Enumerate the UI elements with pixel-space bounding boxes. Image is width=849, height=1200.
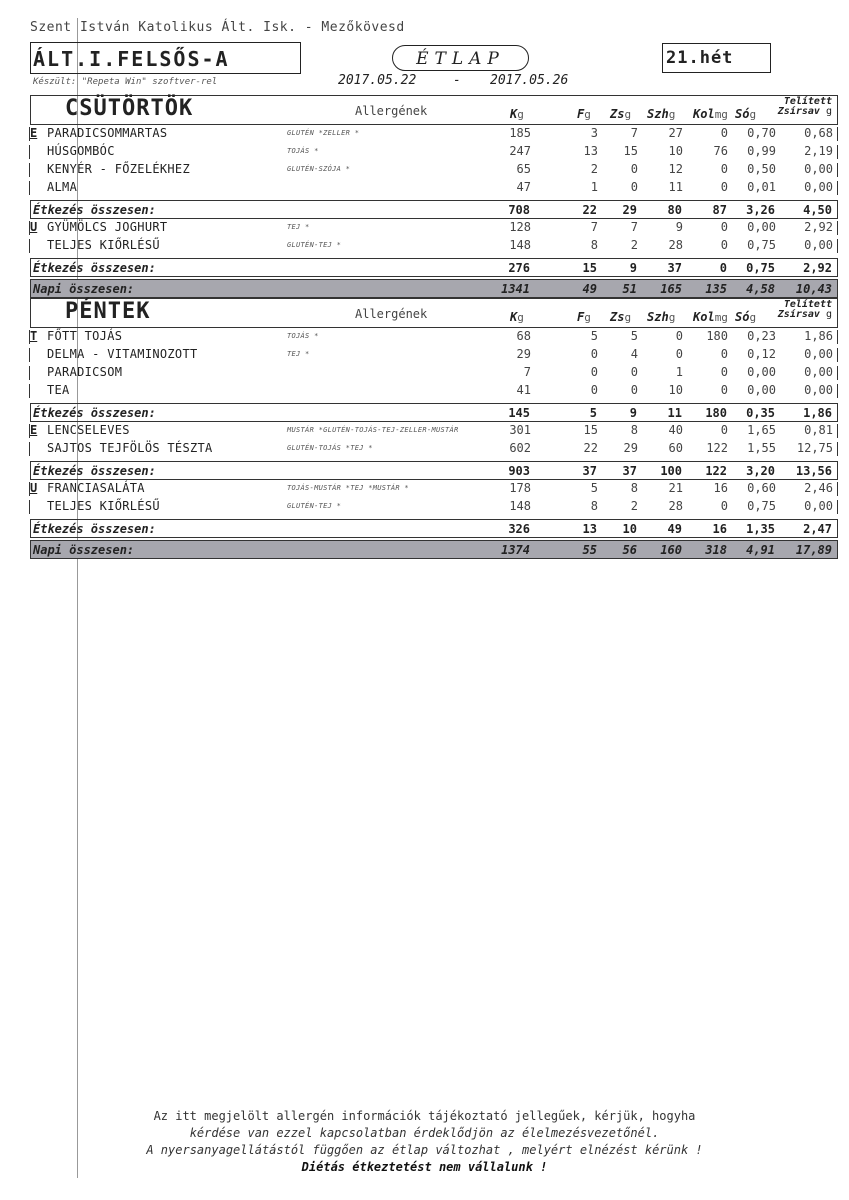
dish-kol: 0 (720, 162, 728, 176)
dish-allergens: TOJÁS * (287, 332, 319, 340)
dish-name: LENCSELEVES (47, 423, 130, 437)
menu-item-row (30, 219, 838, 237)
row-bracket (837, 482, 838, 496)
dish-kol: 16 (713, 481, 728, 495)
column-label: Telített (783, 96, 832, 107)
daily-total-k: 1341 (501, 282, 530, 296)
dish-kol: 0 (720, 220, 728, 234)
meal-total-kol: 0 (719, 261, 727, 275)
daily-total-kol: 135 (705, 282, 727, 296)
row-bracket (837, 442, 838, 456)
menu-item-row (30, 143, 838, 161)
meal-total-row (30, 200, 838, 219)
dish-so: 0,60 (747, 481, 776, 495)
meal-total-szh: 80 (667, 203, 682, 217)
day-header (30, 298, 838, 328)
dish-kol: 76 (713, 144, 728, 158)
dish-allergens: TEJ * (287, 350, 310, 358)
meal-total-k: 903 (508, 464, 530, 478)
dish-zs: 5 (630, 329, 638, 343)
dish-name: FŐTT TOJÁS (47, 329, 123, 343)
meal-total-label: Étkezés összesen: (33, 406, 156, 420)
daily-total-so: 4,91 (746, 543, 775, 557)
dish-szh: 60 (668, 441, 683, 455)
meal-total-tz: 1,86 (803, 406, 832, 420)
dish-k: 47 (516, 180, 531, 194)
column-label: Zs (610, 310, 625, 324)
dish-name: TELJES KIŐRLÉSŰ (47, 238, 160, 252)
meal-code: E (30, 126, 38, 140)
meal-total-f: 13 (582, 522, 597, 536)
date-from: 2017.05.22 (338, 73, 417, 88)
meal-total-k: 145 (508, 406, 530, 420)
dish-so: 0,12 (747, 347, 776, 361)
column-unit: g (624, 311, 632, 324)
meal-total-label: Étkezés összesen: (33, 261, 156, 275)
dish-tz: 0,00 (804, 499, 833, 513)
row-bracket (29, 163, 30, 177)
dish-k: 29 (516, 347, 531, 361)
row-bracket (29, 442, 30, 456)
menu-item-row (30, 364, 838, 382)
week-box: 21.hét (662, 43, 771, 73)
dish-kol: 0 (720, 499, 728, 513)
dish-zs: 29 (623, 441, 638, 455)
dish-allergens: MUSTÁR *GLUTÉN-TOJÁS-TEJ-ZELLER-MUSTÁR (287, 426, 459, 434)
dish-szh: 28 (668, 499, 683, 513)
menu-item-row (30, 328, 838, 346)
dish-zs: 8 (630, 481, 638, 495)
meal-total-tz: 13,56 (795, 464, 832, 478)
meal-total-row (30, 403, 838, 422)
dish-so: 0,23 (747, 329, 776, 343)
column-unit: g (668, 311, 676, 324)
dish-so: 0,01 (747, 180, 776, 194)
meal-total-zs: 29 (622, 203, 637, 217)
dish-so: 0,75 (747, 238, 776, 252)
column-header-carb (647, 310, 675, 324)
column-header-chol (693, 107, 728, 121)
row-bracket (29, 500, 30, 514)
daily-total-label: Napi összesen: (33, 282, 135, 296)
meal-total-kol: 16 (712, 522, 727, 536)
meal-total-k: 276 (508, 261, 530, 275)
dish-k: 185 (509, 126, 531, 140)
dish-zs: 2 (630, 238, 638, 252)
daily-total-f: 55 (582, 543, 597, 557)
footer-line-1: Az itt megjelölt allergén információk tájékoztató jellegűek, kérjük, hogyha (153, 1109, 696, 1123)
dish-f: 0 (590, 347, 598, 361)
menu-item-row (30, 382, 838, 400)
class-name-box: ÁLT.I.FELSŐS-A (30, 42, 301, 74)
dish-k: 247 (509, 144, 531, 158)
date-separator: - (453, 73, 461, 88)
meal-total-so: 0,35 (746, 406, 775, 420)
meal-total-row (30, 519, 838, 538)
dish-tz: 0,00 (804, 383, 833, 397)
dish-k: 7 (523, 365, 531, 379)
dish-f: 5 (590, 481, 598, 495)
dish-k: 602 (509, 441, 531, 455)
meal-total-tz: 2,47 (803, 522, 832, 536)
meal-total-so: 3,26 (746, 203, 775, 217)
day-header (30, 95, 838, 125)
dish-so: 0,70 (747, 126, 776, 140)
meal-total-kol: 180 (705, 406, 727, 420)
column-header-energy (510, 107, 524, 121)
dish-szh: 40 (668, 423, 683, 437)
column-label: F (577, 107, 585, 121)
dish-szh: 9 (675, 220, 683, 234)
dish-kol: 122 (706, 441, 728, 455)
daily-total-k: 1374 (501, 543, 530, 557)
row-bracket (837, 181, 838, 195)
dish-tz: 0,00 (804, 180, 833, 194)
row-bracket (29, 366, 30, 380)
dish-name: PARADICSOMMARTAS (47, 126, 168, 140)
dish-szh: 12 (668, 162, 683, 176)
dish-so: 0,00 (747, 220, 776, 234)
meal-total-k: 326 (508, 522, 530, 536)
meal-total-f: 37 (582, 464, 597, 478)
dish-tz: 12,75 (796, 441, 833, 455)
menu-item-row (30, 125, 838, 143)
row-bracket (837, 348, 838, 362)
meal-total-szh: 100 (660, 464, 682, 478)
meal-total-szh: 11 (667, 406, 682, 420)
column-header-carb (647, 107, 675, 121)
dish-allergens: TEJ * (287, 223, 310, 231)
dish-kol: 0 (720, 423, 728, 437)
column-label: Zs (610, 107, 625, 121)
daily-total-szh: 165 (660, 282, 682, 296)
dish-szh: 10 (668, 144, 683, 158)
daily-total-row (30, 279, 838, 298)
dish-allergens: GLUTÉN-TEJ * (287, 241, 342, 249)
day-name: PÉNTEK (65, 299, 151, 324)
dish-name: TELJES KIŐRLÉSŰ (47, 499, 160, 513)
dish-szh: 10 (668, 383, 683, 397)
daily-total-tz: 10,43 (795, 282, 832, 296)
daily-total-label: Napi összesen: (33, 543, 135, 557)
meal-total-kol: 122 (705, 464, 727, 478)
footer-line-2: kérdése van ezzel kapcsolatban érdeklődjön az élelmezésvezetőnél. (189, 1126, 660, 1140)
row-bracket (29, 348, 30, 362)
column-header-fat (610, 310, 631, 324)
row-bracket (837, 163, 838, 177)
dish-szh: 27 (668, 126, 683, 140)
dish-kol: 0 (720, 365, 728, 379)
row-bracket (837, 384, 838, 398)
dish-so: 0,75 (747, 499, 776, 513)
dish-f: 7 (590, 220, 598, 234)
column-unit: g (749, 311, 757, 324)
dish-f: 15 (583, 423, 598, 437)
column-label: F (577, 310, 585, 324)
column-label: Szh (647, 107, 669, 121)
dish-szh: 21 (668, 481, 683, 495)
dish-name: DELMA - VITAMINOZOTT (47, 347, 198, 361)
column-unit: mg (714, 311, 728, 324)
row-bracket (837, 127, 838, 141)
dish-zs: 0 (630, 162, 638, 176)
dish-allergens: GLUTÉN-SZÓJA * (287, 165, 351, 173)
menu-item-row (30, 498, 838, 516)
meal-code: T (30, 329, 38, 343)
daily-total-szh: 160 (660, 543, 682, 557)
dish-zs: 15 (623, 144, 638, 158)
column-label: Só (735, 107, 750, 121)
dish-zs: 0 (630, 180, 638, 194)
dish-name: HÚSGOMBÓC (47, 144, 115, 158)
meal-total-row (30, 461, 838, 480)
meal-total-szh: 37 (667, 261, 682, 275)
dish-name: SAJTOS TEJFÖLÖS TÉSZTA (47, 441, 213, 455)
meal-total-label: Étkezés összesen: (33, 203, 156, 217)
dish-szh: 0 (675, 347, 683, 361)
software-note: Készült: "Repeta Win" szoftver-rel (33, 77, 218, 87)
meal-total-tz: 4,50 (803, 203, 832, 217)
menu-item-row (30, 440, 838, 458)
dish-zs: 8 (630, 423, 638, 437)
daily-total-kol: 318 (705, 543, 727, 557)
column-unit: g (517, 311, 524, 324)
meal-total-row (30, 258, 838, 277)
dish-allergens: TOJÁS-MUSTÁR *TEJ *MUSTÁR * (287, 484, 409, 492)
row-bracket (29, 145, 30, 159)
column-header-chol (693, 310, 728, 324)
column-unit: g (668, 108, 676, 121)
meal-total-k: 708 (508, 203, 530, 217)
column-label: K (510, 107, 518, 121)
dish-name: GYÜMÖLCS JOGHURT (47, 220, 168, 234)
dish-kol: 0 (720, 126, 728, 140)
dish-zs: 0 (630, 365, 638, 379)
dish-name: KENYÉR - FŐZELÉKHEZ (47, 162, 190, 176)
dish-so: 1,65 (747, 423, 776, 437)
row-bracket (837, 500, 838, 514)
column-label-text: Zsírsav (777, 106, 820, 117)
dish-tz: 0,00 (804, 162, 833, 176)
school-name: Szent István Katolikus Ált. Isk. - Mezőkövesd (30, 20, 405, 35)
column-header-salt (735, 107, 756, 121)
row-bracket (837, 145, 838, 159)
dish-f: 2 (590, 162, 598, 176)
menu-item-row (30, 480, 838, 498)
dish-szh: 11 (668, 180, 683, 194)
menu-item-row (30, 422, 838, 440)
column-label: Só (735, 310, 750, 324)
meal-total-szh: 49 (667, 522, 682, 536)
column-unit: mg (714, 108, 728, 121)
meal-total-zs: 9 (629, 406, 637, 420)
dish-name: ALMA (47, 180, 78, 194)
dish-k: 65 (516, 162, 531, 176)
dish-f: 3 (590, 126, 598, 140)
dish-k: 128 (509, 220, 531, 234)
dish-so: 0,00 (747, 383, 776, 397)
meal-code: U (30, 481, 38, 495)
dish-k: 178 (509, 481, 531, 495)
column-header-protein (577, 310, 591, 324)
footer-notice (0, 1108, 849, 1176)
dish-szh: 1 (675, 365, 683, 379)
column-label (778, 107, 832, 117)
meal-total-label: Étkezés összesen: (33, 464, 156, 478)
column-label (778, 310, 832, 320)
dish-f: 8 (590, 238, 598, 252)
meal-total-so: 0,75 (746, 261, 775, 275)
column-header-fat (610, 107, 631, 121)
dish-kol: 0 (720, 238, 728, 252)
dish-zs: 2 (630, 499, 638, 513)
dish-kol: 0 (720, 180, 728, 194)
dish-zs: 4 (630, 347, 638, 361)
dish-szh: 0 (675, 329, 683, 343)
dish-so: 0,99 (747, 144, 776, 158)
meal-total-tz: 2,92 (803, 261, 832, 275)
column-unit: g (624, 108, 632, 121)
daily-total-tz: 17,89 (795, 543, 832, 557)
meal-total-zs: 9 (629, 261, 637, 275)
row-bracket (29, 181, 30, 195)
dish-so: 0,00 (747, 365, 776, 379)
meal-total-so: 3,20 (746, 464, 775, 478)
column-label: Telített (783, 299, 832, 310)
dish-k: 68 (516, 329, 531, 343)
row-bracket (837, 424, 838, 438)
dish-f: 0 (590, 365, 598, 379)
column-header-satfat (778, 97, 832, 117)
dish-tz: 0,68 (804, 126, 833, 140)
column-header-satfat (778, 300, 832, 320)
dish-kol: 180 (706, 329, 728, 343)
column-header-salt (735, 310, 756, 324)
column-unit: g (584, 311, 591, 324)
dish-allergens: GLUTÉN-TOJÁS *TEJ * (287, 444, 373, 452)
dish-name: FRANCIASALÁTA (47, 481, 145, 495)
meal-total-f: 5 (589, 406, 597, 420)
dish-f: 1 (590, 180, 598, 194)
row-bracket (837, 330, 838, 344)
dish-name: TEA (47, 383, 70, 397)
column-unit: g (825, 309, 832, 320)
dish-allergens: GLUTÉN-TEJ * (287, 502, 342, 510)
daily-total-so: 4,58 (746, 282, 775, 296)
meal-total-zs: 10 (622, 522, 637, 536)
dish-tz: 1,86 (804, 329, 833, 343)
meal-code: U (30, 220, 38, 234)
dish-f: 22 (583, 441, 598, 455)
day-name: CSÜTÖRTÖK (65, 96, 194, 121)
column-header-energy (510, 310, 524, 324)
footer-line-3: A nyersanyagellátástól függően az étlap változhat , melyért elnézést kérünk ! (146, 1143, 703, 1157)
dish-f: 8 (590, 499, 598, 513)
dish-zs: 0 (630, 383, 638, 397)
dish-name: PARADICSOM (47, 365, 123, 379)
column-label-text: Zsírsav (777, 309, 820, 320)
daily-total-zs: 51 (622, 282, 637, 296)
daily-total-row (30, 540, 838, 559)
meal-total-kol: 87 (712, 203, 727, 217)
dish-k: 148 (509, 238, 531, 252)
allergen-header: Allergének (355, 307, 428, 321)
dish-tz: 0,00 (804, 347, 833, 361)
dish-f: 13 (583, 144, 598, 158)
dish-allergens: GLUTÉN *ZELLER * (287, 129, 360, 137)
meal-total-label: Étkezés összesen: (33, 522, 156, 536)
meal-code: E (30, 423, 38, 437)
dish-tz: 0,00 (804, 365, 833, 379)
dish-tz: 2,46 (804, 481, 833, 495)
column-label: Szh (647, 310, 669, 324)
menu-item-row (30, 237, 838, 255)
column-label: K (510, 310, 518, 324)
dish-k: 301 (509, 423, 531, 437)
meal-total-f: 22 (582, 203, 597, 217)
column-unit: g (584, 108, 591, 121)
menu-item-row (30, 346, 838, 364)
dish-kol: 0 (720, 383, 728, 397)
dish-zs: 7 (630, 126, 638, 140)
menu-item-row (30, 161, 838, 179)
menu-title: ÉTLAP (392, 45, 529, 71)
dish-tz: 0,00 (804, 238, 833, 252)
date-to: 2017.05.26 (490, 73, 569, 88)
dish-zs: 7 (630, 220, 638, 234)
row-bracket (837, 239, 838, 253)
footer-line-4: Diétás étkeztetést nem vállalunk ! (301, 1160, 548, 1174)
dish-k: 148 (509, 499, 531, 513)
row-bracket (29, 239, 30, 253)
meal-total-so: 1,35 (746, 522, 775, 536)
column-unit: g (749, 108, 757, 121)
row-bracket (29, 384, 30, 398)
menu-item-row (30, 179, 838, 197)
dish-tz: 2,19 (804, 144, 833, 158)
dish-k: 41 (516, 383, 531, 397)
dish-tz: 2,92 (804, 220, 833, 234)
column-unit: g (517, 108, 524, 121)
dish-f: 0 (590, 383, 598, 397)
dish-so: 0,50 (747, 162, 776, 176)
column-unit: g (825, 106, 832, 117)
daily-total-zs: 56 (622, 543, 637, 557)
dish-kol: 0 (720, 347, 728, 361)
meal-total-f: 15 (582, 261, 597, 275)
dish-szh: 28 (668, 238, 683, 252)
meal-total-zs: 37 (622, 464, 637, 478)
row-bracket (837, 221, 838, 235)
dish-allergens: TOJÁS * (287, 147, 319, 155)
row-bracket (837, 366, 838, 380)
column-header-protein (577, 107, 591, 121)
daily-total-f: 49 (582, 282, 597, 296)
column-label: Kol (693, 107, 715, 121)
dish-tz: 0,81 (804, 423, 833, 437)
dish-f: 5 (590, 329, 598, 343)
dish-so: 1,55 (747, 441, 776, 455)
column-label: Kol (693, 310, 715, 324)
allergen-header: Allergének (355, 104, 428, 118)
